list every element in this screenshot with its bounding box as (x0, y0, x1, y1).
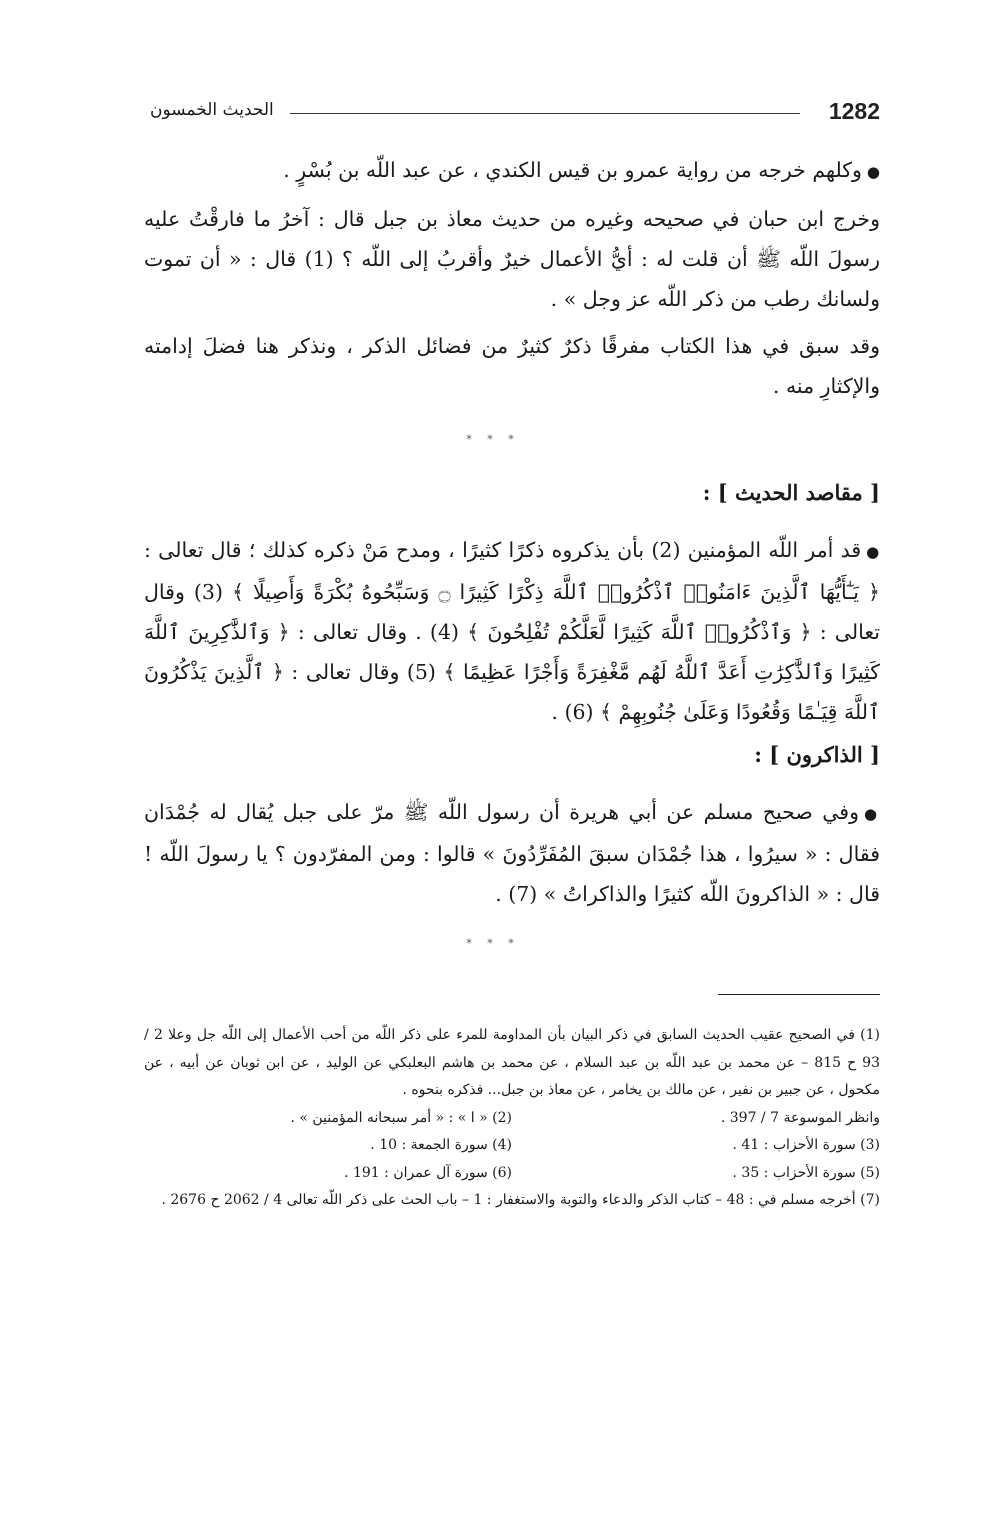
footnote-rule (718, 994, 880, 995)
running-title: الحديث الخمسون (150, 100, 274, 120)
paragraph (144, 792, 880, 914)
footnote-1: (1) في الصحيح عقيب الحديث السابق في ذكر البيان بأن المداومة للمرء على ذكر اللّه من أحب الأعمال إلى اللّه جل وعلا 2 / 93 ح 815 – عن محمد بن عبد اللّه بن عبد السلام ، عن محمد بن هاشم البعلبكي عن الوليد ، عن ابن ثوبان عن أبيه ، عن مكحول ، عن جبير بن نفير ، عن مالك بن يخامر ، عن معاذ بن جبل... فذكره بنحوه . (144, 1027, 880, 1098)
paragraph-text: وكلهم خرجه من رواية عمرو بن قيس الكندي ، عن عبد اللّه بن بُسْرٍ . (283, 158, 862, 182)
paragraph (144, 530, 880, 732)
bullet-icon: ● (866, 163, 880, 181)
footnote-6: (6) سورة آل عمران : 191 . (344, 1164, 512, 1181)
bullet-icon: ● (864, 805, 881, 823)
paragraph-text: قد أمر اللّه المؤمنين (2) بأن يذكروه ذكرًا كثيرًا ، ومدح مَنْ ذكره كذلك ؛ قال تعالى : ﴿ يَـٰٓأَيُّهَا ٱلَّذِينَ ءَامَنُوا۟ ٱذْكُرُوا۟ ٱللَّهَ ذِكْرًا كَثِيرًا ۝ وَسَبِّحُوهُ بُكْرَةً وَأَصِيلًا ﴾ (3) وقال تعالى : ﴿ وَٱذْكُرُوا۟ ٱللَّهَ كَثِيرًا لَّعَلَّكُمْ تُفْلِحُونَ ﴾ (4) . وقال تعالى : ﴿ وَٱلذَّٰكِرِينَ ٱللَّهَ كَثِيرًا وَٱلذَّٰكِرَٰتِ أَعَدَّ ٱللَّهُ لَهُم مَّغْفِرَةً وَأَجْرًا عَظِيمًا ﴾ (5) وقال تعالى : ﴿ ٱلَّذِينَ يَذْكُرُونَ ٱللَّهَ قِيَـٰمًا وَقُعُودًا وَعَلَىٰ جُنُوبِهِمْ ﴾ (6) . (144, 538, 881, 724)
footnote-row (144, 1105, 880, 1133)
footnote-3: (3) سورة الأحزاب : 41 . (732, 1137, 880, 1153)
paragraph-text: وفي صحيح مسلم عن أبي هريرة أن رسول اللّه ﷺ مرّ على جبل يُقال له جُمْدَان فقال : « سيرُوا ، هذا جُمْدَان سبقَ المُفَرِّدُونَ » قالوا : ومن المفرّدون ؟ يا رسولَ اللّه ! قال : « الذاكرونَ اللّه كثيرًا والذاكراتُ » (7) . (144, 800, 880, 906)
footnote-4: (4) سورة الجمعة : 10 . (370, 1137, 512, 1153)
page-number: 1282 (828, 98, 880, 124)
opening-section (144, 150, 880, 406)
paragraph: وخرج ابن حبان في صحيحه وغيره من حديث معاذ بن جبل قال : آخرُ ما فارقْتُ عليه رسولَ اللّه ﷺ أن قلت له : أيُّ الأعمال خيرٌ وأقربُ إلى اللّه ؟ (1) قال : « أن تموت ولسانك رطب من ذكر اللّه عز وجل » . (144, 207, 880, 311)
section-heading-dhakirun: [ الذاكرون ] : (754, 742, 880, 767)
footnote-row (144, 1160, 880, 1188)
section-heading-maqasid: [ مقاصد الحديث ] : (702, 480, 880, 505)
section-separator: * * * (466, 433, 520, 446)
paragraph (144, 150, 880, 192)
section-separator: * * * (466, 937, 520, 950)
dhakirun-section (144, 792, 880, 914)
maqasid-section (144, 530, 880, 732)
header-rule (290, 113, 800, 114)
paragraph: وقد سبق في هذا الكتاب مفرقًا ذكرٌ كثيرٌ من فضائل الذكر ، ونذكر هنا فضلَ إدامته والإكثارِ منه . (144, 334, 880, 398)
footnote-7: (7) أخرجه مسلم في : 48 – كتاب الذكر والدعاء والتوبة والاستغفار : 1 – باب الحث على ذكر اللّه تعالى 4 / 2062 ح 2676 . (161, 1192, 880, 1208)
footnote-2: (2) « ا » : « أمر سبحانه المؤمنين » . (290, 1109, 512, 1126)
footnote-5: (5) سورة الأحزاب : 35 . (732, 1164, 880, 1181)
footnote-row (144, 1132, 880, 1160)
bullet-icon: ● (866, 543, 881, 561)
footnote-1-ref: وانظر الموسوعة 7 / 397 . (720, 1109, 880, 1126)
footnotes (144, 1022, 880, 1215)
page-header (150, 98, 880, 128)
